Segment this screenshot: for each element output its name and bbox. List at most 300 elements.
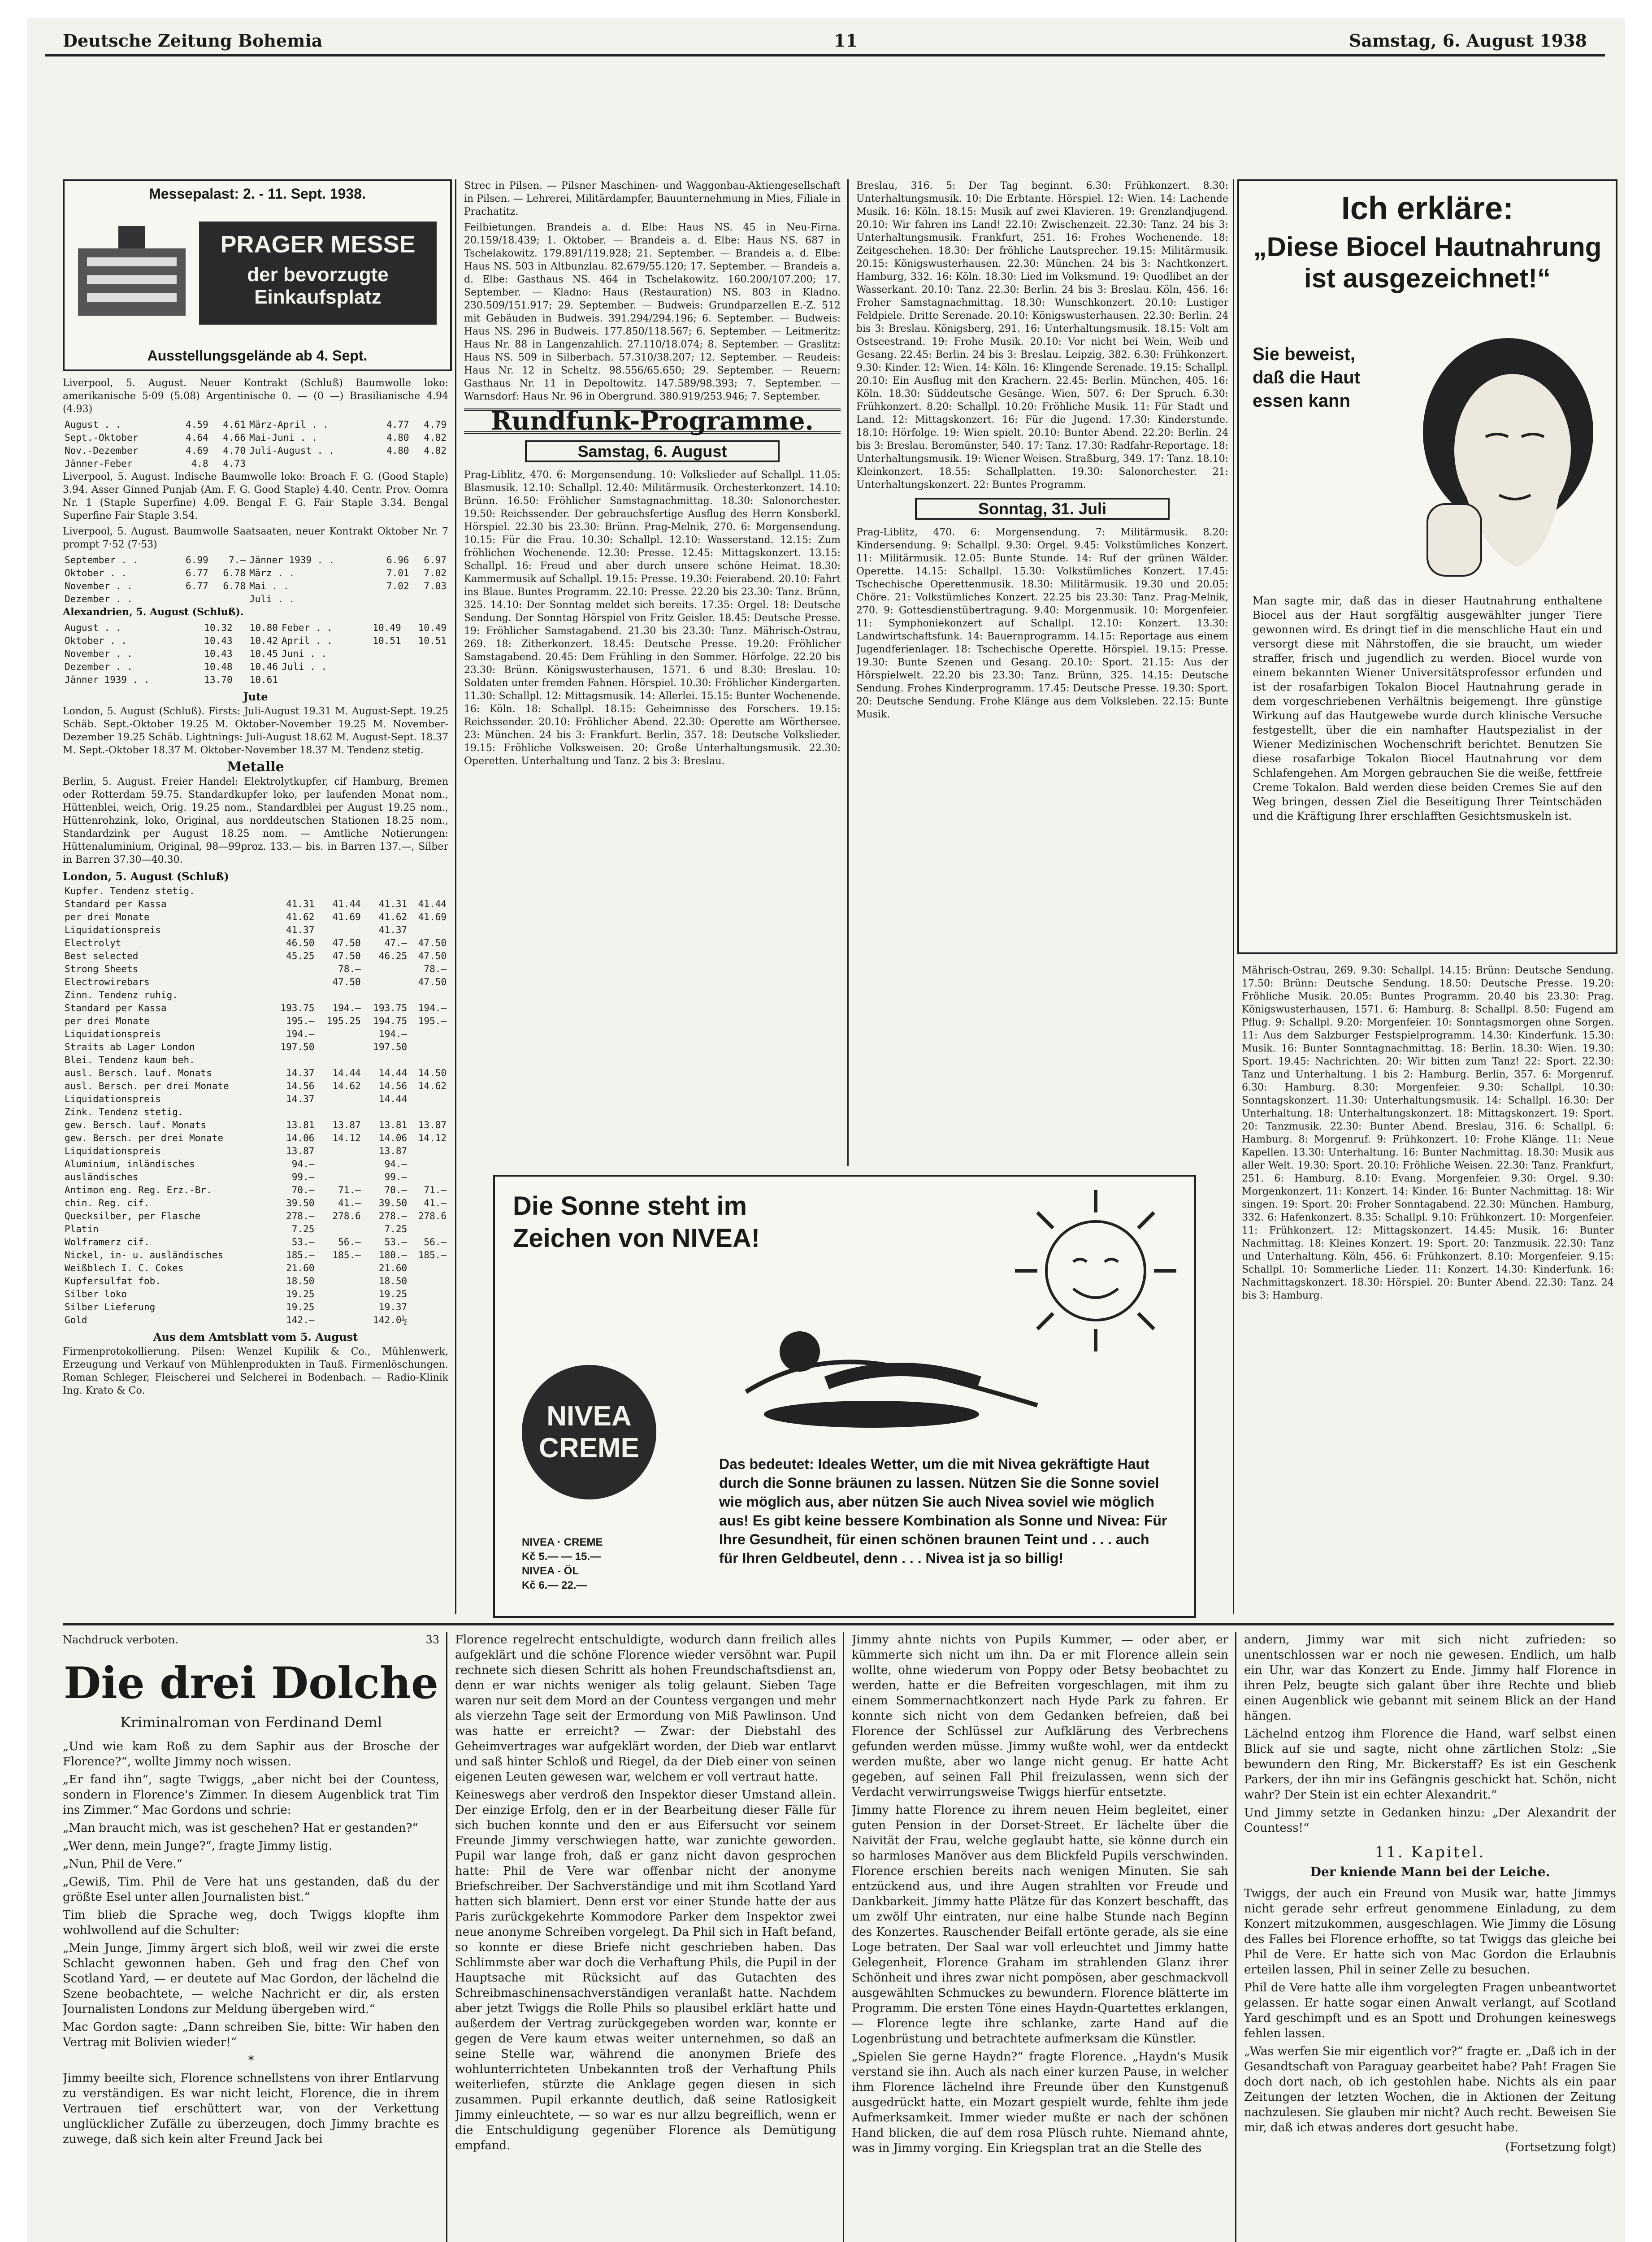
london-metals-cell: 195.— <box>418 1016 447 1026</box>
london-metals-cell: Electrowirebars <box>65 977 150 987</box>
london-metals-cell <box>270 963 316 976</box>
london-metals-cell: 14.06 <box>378 1133 408 1143</box>
london-metals-cell: Kupfer. Tendenz stetig. <box>65 886 195 896</box>
london-metals-cell: 14.50 <box>418 1068 447 1078</box>
alexandrien-cell: 10.32 <box>204 622 233 633</box>
london-metals-cell: 19.37 <box>378 1302 408 1312</box>
london-metals-cell: 185.— <box>332 1250 361 1260</box>
liverpool-seed-row <box>63 554 448 567</box>
london-metals-cell: 71.— <box>424 1185 447 1195</box>
london-metals-cell: 195.— <box>286 1016 315 1026</box>
london-metals-cell <box>270 885 316 898</box>
london-metals-cell: 194.75 <box>373 1016 408 1026</box>
london-metals-cell: 41.62 <box>378 912 408 922</box>
roman-paragraph: „Was werfen Sie mir eigentlich vor?“ fragte er. „Daß ich in der Gesandtschaft von Paraguay gearbeitet habe? Pah! Fragen Sie doch dort nach, ob ich gestohlen habe. Nichts als ein paar Zeitungen der letzten Wochen, die in Aktionen der Zeitung nachzulesen. Sie glauben mir nicht? Auch recht. Beweisen Sie mir, daß ich etwas anderes dort gesucht habe. <box>1244 2045 1616 2134</box>
london-metals-cell: gew. Bersch. lauf. Monats <box>65 1120 207 1130</box>
amtsblatt-title: Aus dem Amtsblatt vom 5. August <box>153 1330 358 1343</box>
messe-building-icon <box>74 213 190 329</box>
nivea-price-3: NIVEA - ÖL <box>522 1565 579 1577</box>
london-metals-row <box>63 1197 448 1210</box>
london-metals-cell: ausl. Bersch. lauf. Monats <box>65 1068 212 1078</box>
london-metals-cell: 41.37 <box>286 925 315 935</box>
sunbathing-woman-icon <box>728 1293 1051 1437</box>
alexandrien-cell: April . . <box>281 635 333 646</box>
sonntag-program: Prag-Liblitz, 470. 6: Morgensendung. 7: Militärmusik. 8.20: Kindersendung. 9: Schallpl. 9.30: Orgel. 9.45: Volkstümliches Konzert. 11: Militärmusik. 12.05: Bunte Stunde. 14: Ruf der grünen Wälder. Operette. 14.15: Schallpl. 15.30: Volkstümliches Konzert. 17.45: Tschechische Operettenmusik. 18.30: Militärmusik. 19.30 und 20.05: Chöre. 21: Volkstümliches Konzert. 22.25 bis 23.30: Tanz. Prag-Melnik, 270. 9: Gottesdienstübertragung. 9.40: Morgenmusik. 10: Morgenfeier. 11: Symphoniekonzert auf Schallpl. 12.10: Konzert. 13.30: Landwirtschaftsfunk. 14: Bauernprogramm. 14.15: Reportage aus einem Jugendferienlager. 18: Tschechische Operette. Hörspiel. 19.15: Presse. 19.30: Bunte Szenen und Gesang. 20.10: Sport. 21.15: Aus der Hörspielwelt. 22.20 bis 23.30: Tanz. Brünn, 325. 14.15: Deutsche Sendung. Frohes Kinderprogramm. 17.45: Deutsche Presse. 19.30: Sport. 20: Deutsche Sendung. Frohe Klänge aus dem Volksleben. 22.15: Bunte Musik. <box>856 527 1228 720</box>
london-title: London, 5. August (Schluß) <box>63 870 229 883</box>
liverpool-seed-cell <box>373 593 411 606</box>
nivea-tin-word-2: CREME <box>539 1433 639 1464</box>
alexandrien-cell: 10.51 <box>418 635 447 646</box>
roman-paragraph: „Spielen Sie gerne Haydn?“ fragte Florence. „Haydn's Musik verstand sie ihn. Auch als nach einer kurzen Pause, in welcher ihm Florence lächelnd ihre Freunde über den Kunstgenuß ausgedrückt hatte, ein Mozart gespielt wurde, fehlte ihm jede Aufmerksamkeit. Immer wieder mußte er nach der schönen Hand blicken, die auf dem rosa Plüsch ruhte. Niemand ahnte, was in Jimmy vorging. Ein Kriegsplan trat an die Stelle des <box>852 2050 1228 2155</box>
london-metals-cell: gew. Bersch. per drei Monate <box>65 1133 224 1143</box>
alexandrien-table <box>63 621 448 687</box>
alexandrien-cell: 10.48 <box>204 661 233 672</box>
roman-paragraph: „Er fand ihn“, sagte Twiggs, „aber nicht bei der Countess, sondern in Florence's Zimmer. In diesem Augenblick trat Tim ins Zimmer.“ Mac Gordons und schrie: <box>63 1773 439 1817</box>
london-metals-row <box>63 1119 448 1132</box>
roman-paragraph: andern, Jimmy war mit sich nicht zufrieden: so unentschlossen war er noch nie gewesen. Endlich, um halb ein Uhr, war das Konzert zu Ende. Jimmy half Florence in ihren Pelz, beugte sich galant über ihre Rechte und blieb einen Augenblick wie gebannt mit seinem Blick an der Hand hängen. <box>1244 1633 1616 1723</box>
london-metals-cell: 19.25 <box>286 1302 315 1312</box>
london-metals-cell: 195.25 <box>326 1016 361 1026</box>
london-metals-cell: Straits ab Lager London <box>65 1042 195 1052</box>
liverpool-seed-text: Liverpool, 5. August. Baumwolle Saatsaaten, neuer Kontrakt Oktober Nr. 7 prompt 7·52 (7·53) <box>63 526 448 550</box>
liverpool-cotton-cell: Mai-Juni . . <box>249 432 317 443</box>
liverpool-seed-cell: 7.02 <box>424 568 447 578</box>
london-metals-row <box>63 1028 448 1041</box>
feilbietungen-text: Feilbietungen. Brandeis a. d. Elbe: Haus NS. 45 in Neu-Firna. 20.159/18.439; 1. Oktober. — Brandeis a. d. Elbe: Haus NS. 687 in Tschelakowitz. 179.891/119.928; 21. September. — Brandeis a. d. Elbe: Haus NS. 503 in Altbunzlau. 82.679/55.120; 17. September. — Brandeis a. d. Elbe: Gasthaus NS. 464 in Tschelakowitz. 160.200/107.200; 17. September. — Kladno: Haus (Restauration) NS. 803 in Kladno. 230.509/151.917; 29. September. — Budweis: Grundparzellen E.-Z. 512 mit Gebäuden in Budweis. 391.294/294.196; 6. September. — Budweis: Haus NS. 296 in Budweis. 177.850/118.567; 6. September. — Leitmeritz: Haus Nr. 88 in Langenzahlich. 27.110/18.074; 8. September. — Graslitz: Haus NS. 509 in Silberbach. 57.310/38.207; 12. September. — Reudeis: Haus Nr. 12 in Scheltz. 98.556/65.650; 29. September. — Reuern: Gasthaus Nr. 11 in Depoltowitz. 147.589/98.393; 7. September. — Warnsdorf: Haus Nr. 96 in Obergrund. 380.919/253.946; 7. September. <box>464 222 841 402</box>
london-metals-cell: chin. Reg. cif. <box>65 1198 150 1208</box>
alexandrien-row <box>63 673 448 687</box>
jute-title: Jute <box>243 690 268 703</box>
newspaper-page <box>27 18 1625 2242</box>
london-metals-cell: 278.6 <box>332 1211 361 1221</box>
london-metals-cell: Kupfersulfat fob. <box>65 1276 161 1286</box>
sonntag-header: Sonntag, 31. Juli <box>915 498 1170 520</box>
liverpool-cotton-cell: 4.61 <box>223 419 246 430</box>
liverpool-seed-cell <box>210 593 247 606</box>
liverpool-seed-cell: 6.96 <box>386 555 409 565</box>
london-metals-cell: 41.37 <box>378 925 408 935</box>
london-metals-cell <box>270 1106 316 1119</box>
amtsblatt-text: Firmenprotokollierung. Pilsen: Wenzel Kupilik & Co., Mühlenwerk, Erzeugung und Verkauf von Mühlenprodukten in Tauß. Firmenlöschungen. Roman Schleger, Fleischerei und Selcherei in Bodenbach. — Radio-Klinik Ing. Krato & Co. <box>63 1346 448 1396</box>
liverpool-seed-cell: 6.99 <box>186 555 208 565</box>
alexandrien-cell: Juni . . <box>281 648 327 659</box>
liverpool-seed-row <box>63 580 448 593</box>
london-metals-cell: 14.12 <box>418 1133 447 1143</box>
nivea-headline-1: Die Sonne steht im <box>513 1191 747 1221</box>
london-metals-cell: 46.25 <box>378 951 408 961</box>
roman-paragraph: Keineswegs aber verdroß den Inspektor dieser Umstand allein. Der einzige Erfolg, den er in der Bearbeitung dieser Fälle für sich buchen konnte und den er aus Eifersucht vor seinem Freunde Jimmy verschwiegen hatte, war zunichte geworden. Pupil war lange froh, daß er ganz nicht davon gesprochen hatte: Phil de Vere war offenbar nicht der anonyme Briefschreiber. Der Sachverständige und mit ihm Scotland Yard hatten sich blamiert. Denn erst vor einer Stunde hatte der aus Paris zurückgekehrte Kommodore Parker dem Inspektor zwei neue anonyme Schreiben vorgelegt. Da Phil sich in Haft befand, so konnte er diese Briefe nicht geschrieben haben. Das Schlimmste aber war doch die Verhaftung Phils, die Pupil in der Hauptsache mit Rücksicht auf das Gutachten des Schreibmaschinensachverständigen veranlaßt hatte. Nachdem aber jetzt Twiggs die Rolle Phils so plausibel erklärt hatte und außerdem der Vertrag zurückgegeben worden war, konnte er gegen de Vere kaum etwas weiter unternehmen, so daß an seine Stelle war, während die anonymen Briefe des wohlunterrichteten Unbekannten troß der Verhaftung Phils weiterliefen, stürzte die Anklage gegen diesen in sich zusammen. Pupil erkannte deutlich, daß seine Ratlosigkeit Jimmy einleuchtete, — so war es nur allzu begreiflich, wenn er die Entschuldigung gegenüber Florence als Demütigung empfand. <box>455 1788 836 2152</box>
london-metals-cell: 278.6 <box>418 1211 447 1221</box>
london-metals-cell: Silber Lieferung <box>65 1302 156 1312</box>
london-metals-cell: Aluminium, inländisches <box>65 1159 195 1169</box>
biocel-headline-2: „Diese Biocel Hautnahrung ist ausgezeichnet!“ <box>1253 232 1602 293</box>
london-metals-row <box>63 1106 448 1119</box>
liverpool-cotton-cell: 4.59 <box>186 419 208 430</box>
london-metals-row <box>63 1184 448 1197</box>
london-metals-cell <box>316 1158 362 1171</box>
roman-paragraph: „Wer denn, mein Junge?“, fragte Jimmy listig. <box>63 1839 333 1853</box>
alexandrien-text: Alexandrien, 5. August (Schluß). <box>63 606 244 618</box>
london-metals-cell <box>409 1301 448 1314</box>
london-metals-cell: 41.69 <box>332 912 361 922</box>
london-metals-cell <box>409 1314 448 1327</box>
london-metals-row <box>63 1093 448 1106</box>
london-metals-cell: Silber loko <box>65 1289 127 1299</box>
london-metals-row <box>63 924 448 937</box>
london-metals-cell: 19.25 <box>286 1289 315 1299</box>
london-metals-cell: 197.50 <box>280 1042 315 1052</box>
london-metals-row <box>63 1080 448 1093</box>
liverpool-seed-cell: Oktober . . <box>65 568 127 578</box>
messe-tagline-2: Einkaufsplatz <box>254 286 382 308</box>
roman-paragraph: Phil de Vere hatte alle ihm vorgelegten Fragen unbeantwortet gelassen. Er hatte sogar einen Anwalt verlangt, auf Scotland Yard geschimpft und es an Spott und Drohungen keineswegs fehlen lassen. <box>1244 1981 1616 2040</box>
nivea-price-1: NIVEA · CREME <box>522 1536 603 1548</box>
london-metals-cell: 194.— <box>418 1003 447 1013</box>
roman-paragraph: Jimmy beeilte sich, Florence schnellstens von ihrer Entlarvung zu verständigen. Es war nicht leicht, Florence, die in ihrem Vertrauen tief erschüttert war, von der Verkettung unglücklicher Zufälle zu überzeugen, doch Jimmy brachte es zuwege, daß sich kein alter Freund Jack bei <box>63 2072 439 2146</box>
london-metals-row <box>63 1288 448 1301</box>
liverpool-cotton-row <box>63 444 448 457</box>
london-metals-cell: 47.50 <box>332 938 361 948</box>
london-metals-cell: 14.37 <box>286 1068 315 1078</box>
london-metals-cell <box>316 1106 362 1119</box>
london-metals-cell: 185.— <box>418 1250 447 1260</box>
london-metals-cell: Antimon eng. Reg. Erz.-Br. <box>65 1185 212 1195</box>
london-metals-cell <box>409 1106 448 1119</box>
firm-text: Strec in Pilsen. — Pilsner Maschinen- und Waggonbau-Aktiengesellschaft in Pilsen. — Lehrerei, Militärdampfer, Bauunternehmung in Mies, Filiale in Prachatitz. <box>464 180 841 217</box>
london-metals-cell <box>316 1314 362 1327</box>
london-metals-cell: 47.50 <box>332 977 361 987</box>
roman-paragraph: Florence regelrecht entschuldigte, wodurch dann freilich alles aufgeklärt und die schöne Florence wieder versöhnt war. Pupil rechnete sich diesen Schritt als hohen Freundschaftsdienst an, denn er war nichts weniger als tolig gelaunt. Sieben Tage waren nur seit dem Mord an der Countess vergangen und mehr als vierzehn Tage seit der Ermordung von Miß Pawlinson. Und was hatte er erreicht? — Zwar: der Diebstahl des Geheimvertrages war aufgeklärt worden, der Dieb war entlarvt und saß hinter Schloß und Riegel, da der Dieb einer von seinen eigenen Leuten gewesen war, welchem er voll vertraut hatte. <box>455 1633 836 1784</box>
roman-paragraph: „Man braucht mich, was ist geschehen? Hat er gestanden?“ <box>63 1821 418 1835</box>
london-metals-cell <box>409 1158 448 1171</box>
london-metals-cell: 14.44 <box>378 1094 408 1104</box>
london-metals-cell: ausländisches <box>65 1172 139 1182</box>
alexandrien-cell: 10.61 <box>249 674 278 685</box>
london-metals-cell: 39.50 <box>286 1198 315 1208</box>
roman-paragraph: Jimmy ahnte nichts von Pupils Kummer, — oder aber, er kümmerte sich nicht um ihn. Da er mit Florence allein sein wollte, ohne wiederum von Poppy oder Betsy beobachtet zu werden, hatte er die Befreiten vorgeschlagen, mit ihm zu einem Sommernachtkonzert nach Hyde Park zu fahren. Er konnte sich nicht von dem Gedanken befreien, daß bei Florence der Schlüssel zur Aufklärung des Verbrechens gefunden werden müsse. Jimmy wußte wohl, wer da entdeckt werden mußte, aber wo lange nicht genug. Er hatte Acht gegeben, auf seinen Fall Phil freizulassen, wenn sich der Verdacht verwirrungsweise Twiggs hierfür entsetzte. <box>852 1633 1228 1799</box>
london-metals-cell: 13.87 <box>332 1120 361 1130</box>
london-metals-row <box>63 1223 448 1236</box>
london-metals-row <box>63 1145 448 1158</box>
roman-paragraph: „Und wie kam Roß zu dem Saphir aus der Brosche der Florence?“, wollte Jimmy noch wissen. <box>63 1740 439 1768</box>
london-metals-cell: 185.— <box>286 1250 315 1260</box>
london-metals-cell: 41.62 <box>286 912 315 922</box>
london-metals-cell <box>409 1028 448 1041</box>
london-metals-row <box>63 1249 448 1262</box>
roman-paragraph: * <box>248 2054 254 2067</box>
alexandrien-cell: Juli . . <box>281 661 327 672</box>
london-metals-cell: 14.06 <box>286 1133 315 1143</box>
london-metals-cell <box>316 1275 362 1288</box>
london-metals-table <box>63 885 448 1327</box>
london-metals-cell: 47.50 <box>418 977 447 987</box>
london-metals-cell: 70.— <box>291 1185 315 1195</box>
london-metals-row <box>63 1041 448 1054</box>
liverpool-cotton-cell: 4.8 <box>191 458 208 469</box>
london-metals-cell <box>363 885 409 898</box>
london-metals-cell: 41.44 <box>332 899 361 909</box>
london-metals-cell <box>316 1301 362 1314</box>
london-metals-row <box>63 885 448 898</box>
london-metals-cell <box>316 1041 362 1054</box>
london-metals-cell: per drei Monate <box>65 912 150 922</box>
page-number: 11 <box>834 30 858 51</box>
roman-paragraph: Lächelnd entzog ihm Florence die Hand, warf selbst einen Blick auf sie und sagte, nicht ohne zärtlichen Stolz: „Sie bewundern den Ring, Mr. Bickerstaff? Es ist ein Geschenk Parkers, der ihn mir ins Gefängnis geschickt hat. Schön, nicht wahr? Der Stein ist ein echter Alexandrit.“ <box>1244 1727 1616 1802</box>
london-metals-cell: 7.25 <box>384 1224 408 1234</box>
alexandrien-cell: 10.43 <box>204 648 233 659</box>
london-metals-cell <box>363 963 409 976</box>
liverpool-seed-row <box>63 567 448 580</box>
london-metals-row <box>63 950 448 963</box>
london-metals-row <box>63 1275 448 1288</box>
messe-tagline-1: der bevorzugte <box>247 264 389 286</box>
liverpool-seed-cell: 6.77 <box>186 581 208 591</box>
liverpool-cotton-table <box>63 418 448 470</box>
nivea-copy: Das bedeutet: Ideales Wetter, um die mit Nivea gekräftigte Haut durch die Sonne bräunen zu lassen. Nützen Sie die Sonne soviel wie möglich aus, aber nützen Sie auch Nivea soviel wie möglich aus! Es gibt keine bessere Kombination als Sonne und Nivea: Für Ihre Gesundheit, für einen schönen braunen Teint und . . . auch für Ihren Geldbeutel, denn . . . Nivea ist ja so billig! <box>719 1456 1167 1566</box>
london-metals-row <box>63 963 448 976</box>
alexandrien-cell: August . . <box>65 622 121 633</box>
london-metals-cell: Liquidationspreis <box>65 925 161 935</box>
alexandrien-row <box>63 621 448 634</box>
nivea-ad <box>493 1175 1196 1618</box>
london-metals-cell: 194.— <box>378 1029 408 1039</box>
roman-paragraph: „Nun, Phil de Vere.“ <box>63 1857 182 1871</box>
roman-paragraph: „Mein Junge, Jimmy ärgert sich bloß, weil wir zwei die erste Schlacht gewonnen haben. Geh und frag den Chef von Scotland Yard, — er deutete auf Mac Gordon, der lächelnd die Szene beobachtete, — welche Nachricht er dir, als ersten Journalisten Londons zur Meldung übergeben wird.“ <box>63 1942 439 2016</box>
alexandrien-cell: Oktober . . <box>65 635 127 646</box>
london-metals-cell: 193.75 <box>280 1003 315 1013</box>
london-metals-cell <box>316 989 362 1002</box>
liverpool-cotton-cell: 4.82 <box>424 445 447 456</box>
london-metals-cell <box>409 924 448 937</box>
alexandrien-cell: 10.43 <box>204 635 233 646</box>
alexandrien-cell: Jänner 1939 . . <box>65 674 150 685</box>
liverpool-seed-cell: September . . <box>65 555 139 565</box>
london-metals-cell <box>316 885 362 898</box>
london-metals-cell <box>316 1262 362 1275</box>
london-metals-cell: 71.— <box>338 1185 361 1195</box>
london-metals-cell <box>409 1275 448 1288</box>
roman-paragraph: Und Jimmy setzte in Gedanken hinzu: „Der Alexandrit der Countess!“ <box>1244 1806 1616 1835</box>
london-metals-row <box>63 1054 448 1067</box>
london-metals-cell: 41.31 <box>286 899 315 909</box>
london-metals-cell: 47.— <box>384 938 408 948</box>
alexandrien-cell <box>357 647 403 660</box>
liverpool-cotton-row <box>63 431 448 444</box>
nachdruck-note: Nachdruck verboten. <box>63 1634 179 1646</box>
kapitel-title: Der kniende Mann bei der Leiche. <box>1310 1864 1550 1879</box>
liverpool-seed-cell: 7.03 <box>424 581 447 591</box>
messe-bottom-line: Ausstellungsgelände ab 4. Sept. <box>147 348 368 364</box>
alexandrien-cell: 13.70 <box>204 674 233 685</box>
london-metals-cell: 53.— <box>291 1237 315 1247</box>
london-metals-cell: 13.87 <box>286 1146 315 1156</box>
london-metals-cell: 14.44 <box>332 1068 361 1078</box>
london-metals-cell: 56.— <box>338 1237 361 1247</box>
liverpool-seed-cell: 7.01 <box>386 568 409 578</box>
roman-paragraph: Twiggs, der auch ein Freund von Musik war, hatte Jimmys nicht gerade sehr erfreut genommene Einladung, zu dem Konzert mitzukommen, ausgeschlagen. Wie Jimmy die Lösung des Falles bei Florence erhoffte, so tat Twiggs das gleiche bei Phil de Vere. Er hatte sich von Mac Gordon die Erlaubnis erteilen lassen, Phil in seiner Zelle zu besuchen. <box>1244 1887 1616 1977</box>
london-metals-cell <box>270 976 316 989</box>
london-metals-row <box>63 1132 448 1145</box>
london-metals-cell: 99.— <box>384 1172 408 1182</box>
liverpool-cotton-cell: 4.79 <box>424 419 447 430</box>
london-metals-cell: Liquidationspreis <box>65 1029 161 1039</box>
alexandrien-cell: Feber . . <box>281 622 333 633</box>
alexandrien-cell: 10.49 <box>418 622 447 633</box>
alexandrien-cell: 10.80 <box>249 622 278 633</box>
london-metals-cell: Weißblech I. C. Cokes <box>65 1263 184 1273</box>
liverpool-seed-cell: Juli . . <box>249 594 295 604</box>
liverpool-seed-cell <box>173 593 210 606</box>
liverpool-seed-cell: Jänner 1939 . . <box>249 555 334 565</box>
berlin-metals-text: Berlin, 5. August. Freier Handel: Elektrolytkupfer, cif Hamburg, Bremen oder Rotterdam 59.75. Standardkupfer loko, per laufenden Monat nom., Hüttenblei, weich, Orig. 19.25 nom., Standardblei per August 19.25 nom., Hüttenrohzink, loko, Original, aus norddeutschen Stationen 18.25 nom., Standardzink per August 18.25 nom. — Amtliche Notierungen: Hüttenaluminium, Original, 98—99proz. 133.— bis. in Barren 137.—, Silber in Barren 37.30—40.30. <box>63 776 448 865</box>
london-metals-cell: 45.25 <box>286 951 315 961</box>
liverpool-seed-row <box>63 593 448 606</box>
london-metals-cell: 41.44 <box>418 899 447 909</box>
london-metals-cell: 99.— <box>291 1172 315 1182</box>
biocel-sub-3: essen kann <box>1253 391 1350 411</box>
london-metals-cell <box>409 885 448 898</box>
london-metals-cell: 18.50 <box>378 1276 408 1286</box>
markets-column <box>63 377 448 1614</box>
london-metals-cell <box>409 1041 448 1054</box>
london-metals-row <box>63 1236 448 1249</box>
liverpool-cotton-cell: Sept.-Oktober <box>65 432 139 443</box>
london-metals-cell: 13.87 <box>418 1120 447 1130</box>
liverpool-seed-cell <box>411 593 448 606</box>
london-metals-cell <box>316 1288 362 1301</box>
london-metals-cell: 14.56 <box>378 1081 408 1091</box>
sonntag-program-2: Mährisch-Ostrau, 269. 9.30: Schallpl. 14.15: Brünn: Deutsche Sendung. 17.50: Brünn: Deutsche Sendung. 18.50: Deutsche Presse. 19.20: Fröhliche Musik. 20.05: Buntes Programm. 20.40 bis 23.30: Prag. Königswusterhausen, 1571. 6: Hamburg. 8: Schallpl. 8.50: Fugend am Pflug. 9: Schallpl. 9.20: Morgenfeier. 10: Sonntagsmorgen ohne Sorgen. 11: Aus dem Salzburger Festspielprogramm. 14.30: Kinderfunk. 15.30: Musik. 16: Bunter Sonntagnachmittag. 18: Berlin. 18.30: Wien. 19.30: Sport. 19.45: Nachrichten. 20: Wir bitten zum Tanz! 22: Sport. 22.30: Tanz und Unterhaltung. 1 bis 2: Hamburg. Berlin, 357. 6: Morgenruf. 6.30: Hamburg. 8.30: Morgenfeier. 9.30: Schallpl. 10.30: Sonntagskonzert. 11.30: Unterhaltungsmusik. 14: Schallpl. 16.30: Der Unterhaltung. 18: Unterhaltungskonzert. 18: Mittagskonzert. 19: Sport. 20: Tanzmusik. 22.30: Bunter Abend. Breslau, 316. 6: Schallpl. 6: Hamburg. 8: Morgenruf. 9: Frühkonzert. 10: Frohe Klänge. 11: Neue Kapellen. 13.30: Unterhaltung. 16: Bunter Nachmittag. 18.30: Musik aus aller Welt. 19.30: Sport. 20.10: Fröhliche Weisen. 22.30: Tanz. Frankfurt, 251. 6: Hamburg. 8.10: Evang. Morgenfeier. 9.30: Orgel. 9.30: Morgenkonzert. 11: Konzert. 14: Kinder. 16: Bunter Nachmittag. 18: Wir singen. 19: Sport. 20: Froher Sonntagabend. 22.30: München. Hamburg, 332. 6: Hafenkonzert. 8.35: Schallpl. 9.10: Frühkonzert. 10: Morgenfeier. 11: Frühkonzert. 12: Mittagskonzert. 14.45: Musik. 16: Bunter Nachmittag. 18: Kleines Konzert. 19: Sport. 20: Tanzmusik. 22.30: Tanz und Unterhaltung. Köln, 456. 6: Frühkonzert. 8.10: Morgenfeier. 9.15: Schallpl. 10: Sommerliche Lieder. 11: Konzert. 14.30: Kinderfunk. 16: Nachmittagskonzert. 18.30: Hörspiel. 20: Bunter Abend. 22.30: Tanz. 24 bis 3: Hamburg. <box>1242 965 1614 1301</box>
london-metals-cell: Zink. Tendenz stetig. <box>65 1107 184 1117</box>
issue-date: Samstag, 6. August 1938 <box>1348 30 1587 51</box>
london-metals-row <box>63 1002 448 1015</box>
london-metals-cell: 14.62 <box>418 1081 447 1091</box>
london-metals-cell: Best selected <box>65 951 139 961</box>
liverpool-cotton-cell: 4.66 <box>223 432 246 443</box>
fortsetzung-note: (Fortsetzung folgt) <box>1505 2141 1616 2154</box>
london-metals-row <box>63 1262 448 1275</box>
alexandrien-cell <box>403 660 448 673</box>
london-metals-cell: 41.69 <box>418 912 447 922</box>
alexandrien-cell: 10.42 <box>249 635 278 646</box>
london-metals-cell: Platin <box>65 1224 99 1234</box>
london-metals-cell: 197.50 <box>373 1042 408 1052</box>
london-metals-row <box>63 911 448 924</box>
nivea-price-4: Kč 6.— 22.— <box>522 1579 587 1591</box>
london-metals-cell: Blei. Tendenz kaum beh. <box>65 1055 195 1065</box>
alexandrien-cell <box>403 673 448 687</box>
london-metals-cell <box>316 1223 362 1236</box>
alexandrien-cell: 10.45 <box>249 648 278 659</box>
page-header <box>45 27 1605 56</box>
column-2 <box>464 179 841 1166</box>
liverpool-cotton-text: Liverpool, 5. August. Neuer Kontrakt (Schluß) Baumwolle loko: amerikanische 5·09 (5.08) Argentinische 0. — (0 —) Brasilianische 4.94 (4.93) <box>63 378 448 415</box>
london-metals-cell: 194.— <box>286 1029 315 1039</box>
samstag-header: Samstag, 6. August <box>525 440 780 462</box>
alexandrien-cell: November . . <box>65 648 133 659</box>
roman-paragraph: Mac Gordon sagte: „Dann schreiben Sie, bitte: Wir haben den Vertrag mit Bolivien wieder!“ <box>63 2020 439 2049</box>
liverpool-cotton-row <box>63 418 448 431</box>
london-metals-cell <box>409 1093 448 1106</box>
liverpool-seed-cell: Mai . . <box>249 581 289 591</box>
liverpool-seed-cell: 6.77 <box>186 568 208 578</box>
liverpool-cotton-cell: August . . <box>65 419 121 430</box>
london-metals-cell: 47.50 <box>332 951 361 961</box>
london-metals-row <box>63 1158 448 1171</box>
london-metals-cell <box>363 989 409 1002</box>
messe-date-line: Messepalast: 2. - 11. Sept. 1938. <box>149 186 366 202</box>
london-metals-cell: Standard per Kassa <box>65 899 167 909</box>
london-metals-cell <box>316 924 362 937</box>
samstag-program-1: Prag-Liblitz, 470. 6: Morgensendung. 10: Volkslieder auf Schallpl. 11.05: Blasmusik. 12.10: Schallpl. 12.40: Militärmusik. Orchesterkonzert. 14.10: Brünn. 16.50: Fröhlicher Samstagnachmittag. 18.30: Salonorchester. 19.50: Reichssender. Der gebrauchsfertige Ausflug des Herrn Konsberkl. Hörspiel. 22.30 bis 23.30: Brünn. Prag-Melnik, 270. 6: Morgensendung. 10.15: Für die Frau. 10.30: Schallpl. 12.10: Wasserstand. 12.15: Zum fröhlichen Wochenende. 12.30: Presse. 12.45: Mittagskonzert. 13.15: Schallpl. 16: Freud und aber durch unsere schöne Heimat. 18.30: Kammermusik auf Schallpl. 19.15: Presse. 19.30: Feierabend. 20.10: Fahrt ins Blaue. Buntes Programm. 22.10: Presse. 22.20 bis 23.30: Tanz. Brünn, 325. 14.10: Der Sonntag meldet sich bereits. 17.35: Orgel. 18: Deutsche Sendung. Der Sonntag Hörspiel von Fritz Geisler. 18.45: Deutsche Presse. 19: Fröhlicher Samstagabend. 21.30 bis 23.30: Tanz. Mährisch-Ostrau, 269. 18: Zitherkonzert. 18.45: Deutsche Presse. 19.20: Fröhlicher Samstagabend. 20.45: Dem Frühling in den Sommer. Hörfolge. 22.20 bis 23.30: Brünn. Königswusterhausen, 1571. 6 und 8.30: Breslau. 10: Soldaten unter fremden Fahnen. Hörspiel. 10.30: Fröhlicher Kindergarten. 11.30: Schallpl. 12: Mittagsmusik. 14: Allerlei. 15.15: Bunter Wochenende. 16: Köln. 18: Schallpl. 18.15: Geheimnisse des Forschers. 19.15: Reichssender. 20.10: Fröhlicher Abend. 22.30: Operette am Wörthersee. 23: München. 24 bis 3: Frankfurt. Berlin, 357. 18: Deutsche Volkslieder. 19.15: Fröhliche Volksweisen. 20: Große Unterhaltungsmusik. 22.30: Operetten. Unterhaltung und Tanz. 2 bis 3: Breslau. <box>464 469 841 767</box>
london-metals-cell <box>316 1171 362 1184</box>
london-metals-cell <box>409 1223 448 1236</box>
london-metals-cell: 47.50 <box>418 951 447 961</box>
biocel-headline-1: Ich erkläre: <box>1341 191 1514 226</box>
london-metals-cell: Electrolyt <box>65 938 121 948</box>
prager-messe-ad <box>63 179 452 371</box>
london-metals-cell: 78.— <box>424 964 447 974</box>
london-metals-cell: Nickel, in- u. ausländisches <box>65 1250 224 1260</box>
london-metals-row <box>63 989 448 1002</box>
london-metals-cell: 194.— <box>332 1003 361 1013</box>
metalle-title: Metalle <box>227 759 284 775</box>
liverpool-seed-cell: 6.78 <box>223 581 246 591</box>
london-metals-cell: 13.81 <box>286 1120 315 1130</box>
london-metals-row <box>63 1314 448 1327</box>
london-metals-cell <box>270 989 316 1002</box>
liverpool-cotton-cell: März-April . . <box>249 419 329 430</box>
london-metals-cell <box>409 1262 448 1275</box>
london-metals-cell <box>316 1145 362 1158</box>
london-metals-cell: 94.— <box>291 1159 315 1169</box>
london-metals-cell: 142.0½ <box>373 1315 408 1325</box>
liverpool-cotton-cell <box>373 457 411 470</box>
london-metals-cell: 14.56 <box>286 1081 315 1091</box>
roman-column-4 <box>1244 1632 1616 2242</box>
london-metals-row <box>63 976 448 989</box>
london-metals-cell: 278.— <box>378 1211 408 1221</box>
london-metals-cell: Liquidationspreis <box>65 1146 161 1156</box>
liverpool-cotton-cell: Jänner-Feber <box>65 458 133 469</box>
liverpool-cotton-cell: 4.64 <box>186 432 208 443</box>
liverpool-cotton-row <box>63 457 448 470</box>
liverpool-seed-cell: Dezember . . <box>65 594 133 604</box>
london-metals-cell: 193.75 <box>373 1003 408 1013</box>
biocel-ad <box>1237 179 1617 954</box>
london-metals-cell: Gold <box>65 1315 87 1325</box>
london-metals-cell: per drei Monate <box>65 1016 150 1026</box>
roman-installment: 33 <box>425 1634 439 1646</box>
london-metals-cell <box>316 1028 362 1041</box>
liverpool-seed-cell: 7.02 <box>386 581 409 591</box>
london-metals-cell: Zinn. Tendenz ruhig. <box>65 990 178 1000</box>
london-metals-cell: 142.— <box>286 1315 315 1325</box>
liverpool-seed-cell: März . . <box>249 568 295 578</box>
liverpool-cotton-cell: 4.80 <box>386 445 409 456</box>
london-metals-row <box>63 898 448 911</box>
woman-portrait-icon <box>1409 334 1607 585</box>
london-metals-cell: 14.62 <box>332 1081 361 1091</box>
london-metals-cell: 19.25 <box>378 1289 408 1299</box>
alexandrien-cell <box>357 660 403 673</box>
rundfunk-title: Rundfunk-Programme. <box>464 408 841 434</box>
messe-brand: PRAGER MESSE <box>220 231 416 258</box>
london-metals-cell: Standard per Kassa <box>65 1003 167 1013</box>
london-metals-cell: 180.— <box>378 1250 408 1260</box>
liverpool-cotton-cell: 4.73 <box>223 458 246 469</box>
london-metals-cell <box>409 1054 448 1067</box>
